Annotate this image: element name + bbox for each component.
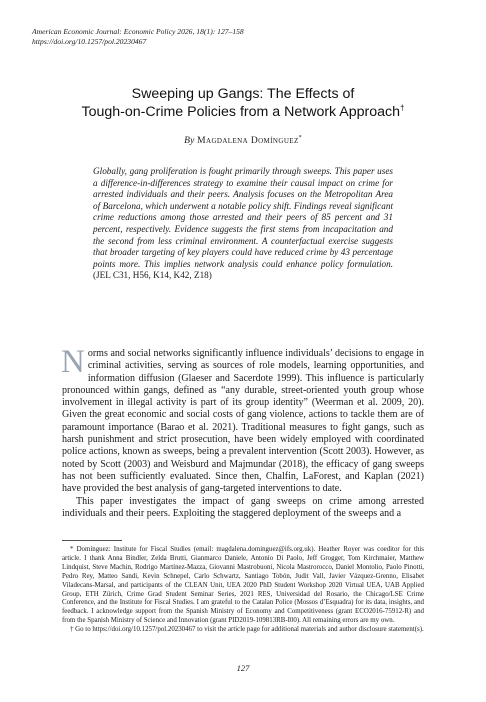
journal-citation: American Economic Journal: Economic Policy 2026, 18(1): 127–158: [32, 27, 244, 36]
journal-header: [32, 27, 452, 47]
abstract: [93, 166, 393, 282]
article-page-footnote[interactable]: † Go to https://doi.org/10.1257/pol.20230467 to visit the article page for additional materials and author disclosure statement(s).: [70, 626, 424, 634]
doi-link[interactable]: https://doi.org/10.1257/pol.20230467: [32, 37, 147, 46]
drop-cap: N: [61, 344, 85, 380]
footnotes: [62, 546, 424, 635]
paragraph-1: [61, 344, 424, 496]
paragraph-1-text: orms and social networks significantly influence individuals’ decisions to engage in criminal activities, serving as sources of role models, learning opportunities, and information diffusion (Glaeser and Sacerdote 1999). This influence is particularly pronounced within gangs, defined as “any durable, street-oriented youth group whose involvement in illegal activity is part of its group identity” (Weerman et al. 2009, 20). Given the great economic and social costs of gang violence, actions to tackle them are of paramount importance (Barao et al. 2021). Traditional measures to fight gangs, such as harsh punishment and strict prosecution, have been widely employed with coordinated police actions, known as sweeps, being a prevalent intervention (Scott 2003). However, as noted by Scott (2003) and Weisburd and Majmundar (2018), the efficacy of gang sweeps has not been sufficiently evaluated. Since then, Chalfin, LaForest, and Kaplan (2021) have provided the best analysis of gang-targeted interventions to date.: [62, 348, 424, 495]
paragraph-2: This paper investigates the impact of gang sweeps on crime among arrested individuals and their peers. Exploiting the staggered deployment of the sweeps and a: [62, 495, 424, 519]
title-line-2-text: Tough-on-Crime Policies from a Network Approach: [81, 104, 401, 120]
author-by: By: [184, 136, 198, 147]
title-dagger-mark[interactable]: †: [400, 103, 405, 113]
author-footnote-mark[interactable]: *: [298, 135, 302, 141]
article-title: [40, 85, 446, 121]
title-line-2: [40, 103, 446, 121]
title-line-1: Sweeping up Gangs: The Effects of: [131, 86, 355, 102]
body-text: [61, 344, 424, 520]
author-footnote: * Domínguez: Institute for Fiscal Studies (email: magdalena.dominguez@ifs.org.uk). Heather Royer was coeditor for this article. I thank Anna Bindler, Zelda Brutti, Gianmarco Daniele, Antonio Di Paolo, Jeff Grogger, Tom Kirchmaier, Matthew Lindquist, Steve Machin, Rodrigo Martínez-Mazza, Giovanni Mastrobuoni, Nicola Mastrorocco, Daniel Montolio, Paolo Pinotti, Pedro Rey, Matteo Sandi, Kevin Schnepel, Carlo Schwartz, Santiago Tobón, Judit Vall, Javier Vázquez-Grenno, Elisabet Viladecans-Marsal, and participants of the CLEAN Unit, UEA 2020 PhD Student Workshop 2020 Virtual UEA, UAB Applied Group, ETH Zürich, Crime Grad Student Seminar Series, 2021 RES, Universidad del Rosario, the Chicago/LSE Crime Conference, and the Institute for Fiscal Studies. I am grateful to the Catalan Police (Mossos d’Esquadra) for its data, insights, and feedback. I acknowledge support from the Spanish Ministry of Economy and Competitiveness (grant ECO2016-75912-R) and from the Spanish Ministry of Science and Innovation (grant PID2019-109813RB-I00). All remaining errors are my own.: [62, 546, 424, 625]
page-number: 127: [236, 663, 250, 673]
author-name: Magdalena Domínguez: [197, 136, 299, 147]
author-line: [40, 135, 446, 146]
abstract-text: Globally, gang proliferation is fought primarily through sweeps. This paper uses a difference-in-differences strategy to examine their causal impact on crime for arrested individuals and their peers. Analysis focuses on the Metropolitan Area of Barcelona, which underwent a notable policy shift. Findings reveal significant crime reductions among those arrested and their peers of 85 percent and 31 percent, respectively. Evidence suggests the first stems from incapacitation and the second from less criminal environment. A counterfactual exercise suggests that broader targeting of key players could have reduced crime by 43 percentage points more. This implies network analysis could enhance policy formulation.: [93, 166, 393, 269]
jel-codes: (JEL C31, H56, K14, K42, Z18): [93, 270, 212, 281]
footnote-divider: [62, 540, 122, 541]
